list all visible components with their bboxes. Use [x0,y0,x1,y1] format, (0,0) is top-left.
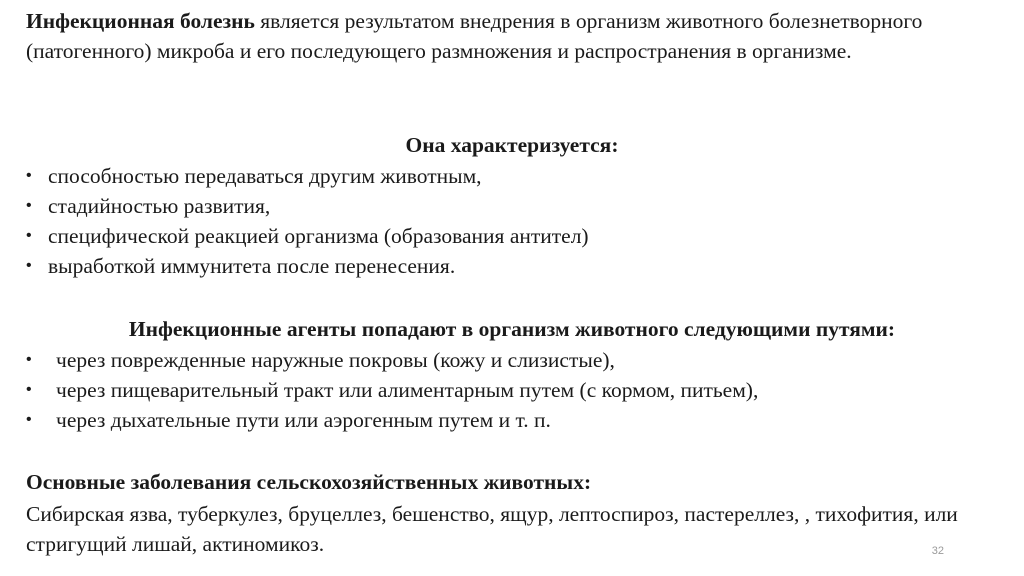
list-item [26,405,758,435]
bullet-icon: • [26,167,32,184]
list-item-text: выработкой иммунитета после перенесения. [48,254,456,278]
list-item [26,251,589,281]
intro-term: Инфекционная болезнь [26,9,255,33]
list-item-text: через поврежденные наружные покровы (кожу и слизистые), [56,348,615,372]
list-item-text: через пищеварительный тракт или алиментарным путем (с кормом, питьем), [56,378,759,402]
list-item [26,191,589,221]
list-item-text: специфической реакцией организма (образования антител) [48,224,589,248]
intro-paragraph [26,6,986,66]
list-item-text: через дыхательные пути или аэрогенным путем и т. п. [56,408,551,432]
list-item [26,161,589,191]
bullet-icon: • [26,257,32,274]
intro-text: является результатом внедрения в организм животного болезнетворного (патогенного) микроба и его последующего размножения и распространения в организме. [26,9,923,63]
diseases-heading: Основные заболевания сельскохозяйственных животных: [26,470,592,494]
bullet-icon: • [26,227,32,244]
bullet-icon: • [26,411,32,428]
pathways-list [26,345,758,435]
bullet-icon: • [26,381,32,398]
list-item [26,221,589,251]
characteristics-heading: Она характеризуется: [405,133,619,157]
diseases-text: Сибирская язва, туберкулез, бруцеллез, бешенство, ящур, лептоспироз, пастереллез, , тихофития, или стригущий лишай, актиномикоз. [26,502,958,556]
bullet-icon: • [26,351,32,368]
list-item-text: стадийностью развития, [48,194,271,218]
list-item [26,375,758,405]
page-number: 32 [931,545,944,557]
list-item-text: способностью передаваться другим животным, [48,164,482,188]
characteristics-list [26,161,589,281]
list-item [26,345,758,375]
pathways-heading: Инфекционные агенты попадают в организм животного следующими путями: [128,317,896,341]
bullet-icon: • [26,197,32,214]
